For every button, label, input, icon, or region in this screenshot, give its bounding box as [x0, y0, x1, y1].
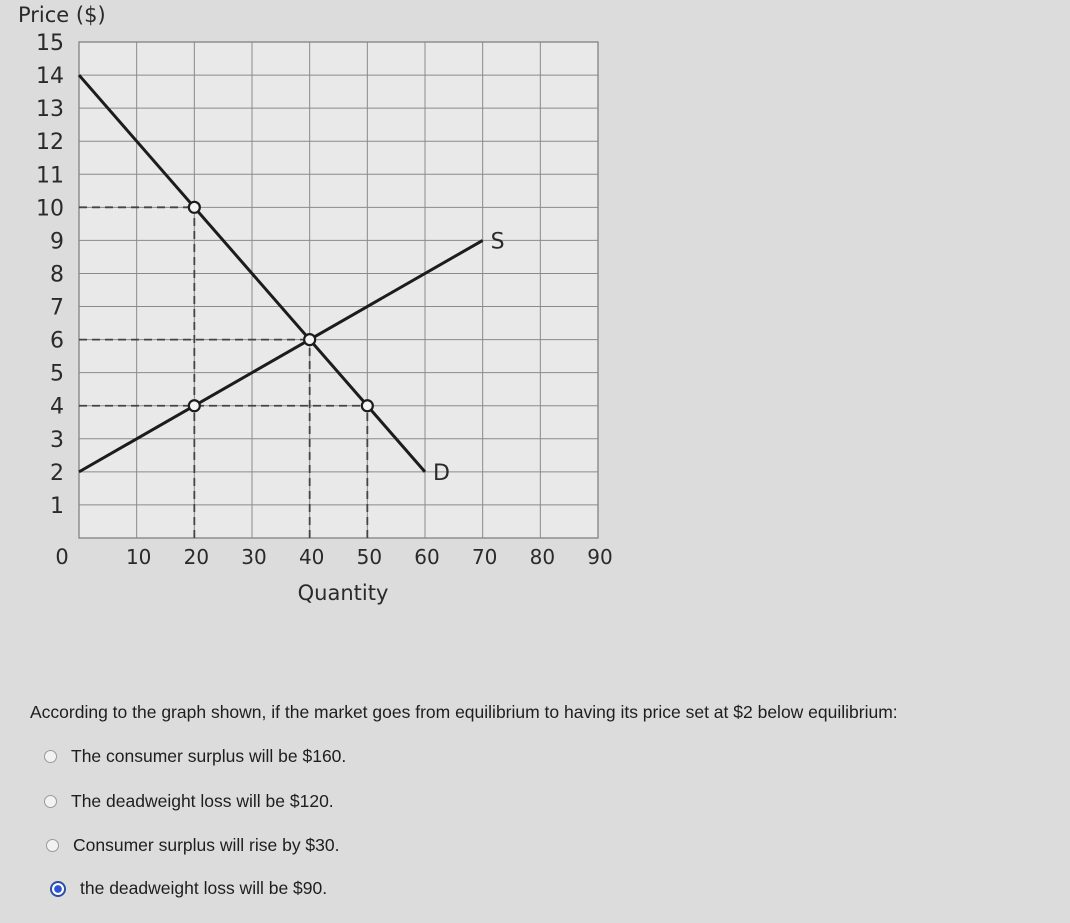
- y-tick-label: 14: [36, 64, 64, 90]
- y-tick-labels: [36, 31, 64, 519]
- y-tick-label: 5: [50, 361, 64, 387]
- answer-option-3[interactable]: [46, 835, 340, 856]
- y-tick-label: 3: [50, 427, 64, 453]
- y-tick-label: 4: [50, 394, 64, 420]
- x-tick-label: 80: [529, 545, 556, 569]
- radio-button[interactable]: [46, 839, 59, 852]
- radio-button[interactable]: [44, 795, 57, 808]
- x-tick-label: 90: [587, 545, 613, 569]
- x-tick-label: 10: [125, 545, 152, 569]
- x-tick-label: 40: [298, 545, 325, 569]
- option-label: The deadweight loss will be $120.: [71, 791, 334, 811]
- marked-point: [189, 202, 200, 213]
- y-tick-label: 13: [36, 97, 64, 123]
- y-tick-label: 6: [50, 328, 64, 354]
- y-tick-label: 2: [50, 460, 64, 486]
- x-tick-label: 60: [414, 545, 440, 569]
- radio-button-selected[interactable]: [50, 881, 66, 897]
- plot-area: [79, 42, 598, 538]
- y-tick-label: 7: [50, 295, 64, 321]
- y-tick-label: 1: [50, 493, 64, 519]
- x-tick-labels: [126, 545, 613, 569]
- grid: [79, 42, 598, 538]
- series-label-d: D: [433, 460, 450, 486]
- y-tick-label: 10: [36, 196, 64, 222]
- y-tick-label: 9: [50, 229, 64, 255]
- y-tick-label: 15: [36, 31, 64, 56]
- series-label-s: S: [490, 229, 505, 255]
- marked-point: [362, 400, 373, 411]
- answer-option-1[interactable]: [44, 746, 346, 767]
- y-tick-label: 11: [36, 163, 64, 189]
- marked-point: [189, 400, 200, 411]
- y-tick-label: 8: [50, 262, 64, 288]
- supply-demand-chart: [0, 0, 640, 620]
- x-tick-label: 70: [471, 545, 498, 569]
- answer-option-2[interactable]: [44, 791, 334, 812]
- marked-point: [304, 334, 315, 345]
- option-label: the deadweight loss will be $90.: [80, 878, 328, 898]
- x-axis-label: Quantity: [297, 581, 389, 605]
- question-text: According to the graph shown, if the market goes from equilibrium to having its price set at $2 below equilibrium:: [30, 702, 898, 722]
- radio-button[interactable]: [44, 750, 57, 763]
- option-label: Consumer surplus will rise by $30.: [73, 835, 340, 855]
- x-tick-label: 20: [183, 545, 210, 569]
- origin-label: 0: [55, 545, 69, 569]
- y-axis-label: Price ($): [18, 3, 106, 27]
- x-tick-label: 30: [241, 545, 267, 569]
- x-tick-label: 50: [356, 545, 383, 569]
- option-label: The consumer surplus will be $160.: [71, 746, 347, 766]
- answer-option-4[interactable]: [50, 878, 327, 899]
- y-tick-label: 12: [36, 130, 64, 156]
